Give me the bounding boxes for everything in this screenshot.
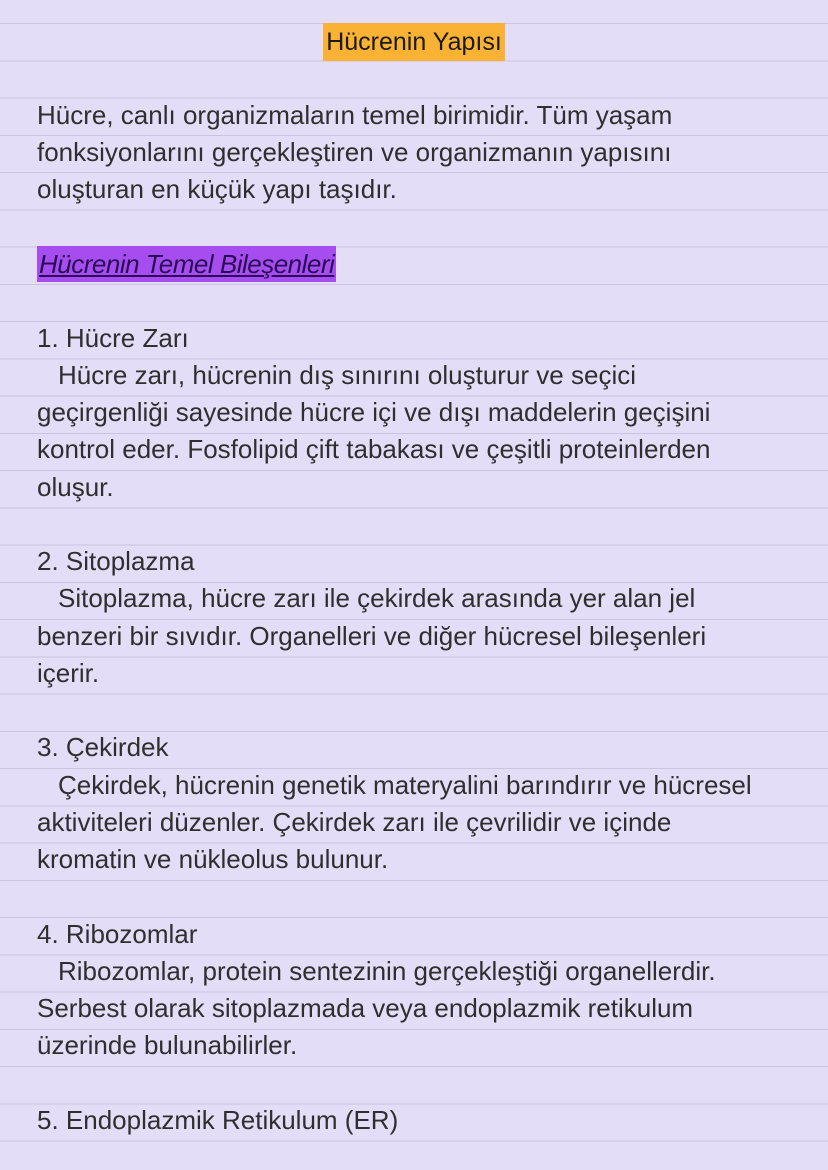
item-line: üzerinde bulunabilirler. bbox=[37, 1030, 298, 1060]
item-line: kromatin ve nükleolus bulunur. bbox=[37, 844, 389, 874]
item-line: oluşur. bbox=[37, 472, 114, 502]
item-line-text: Ribozomlar, protein sentezinin gerçekleştiği organellerdir. bbox=[58, 956, 716, 986]
item-line: kontrol eder. Fosfolipid çift tabakası ve çeşitli proteinlerden bbox=[37, 434, 711, 464]
item-line: içerir. bbox=[37, 658, 100, 688]
item-line bbox=[37, 357, 798, 394]
item-line bbox=[37, 767, 798, 804]
page-title: Hücrenin Yapısı bbox=[323, 23, 505, 61]
item-heading: 5. Endoplazmik Retikulum (ER) bbox=[37, 1105, 399, 1135]
intro-line: Hücre, canlı organizmaların temel birimidir. Tüm yaşam bbox=[37, 100, 673, 130]
item-line bbox=[37, 580, 798, 617]
item-heading: 1. Hücre Zarı bbox=[37, 323, 189, 353]
item-line: geçirgenliği sayesinde hücre içi ve dışı maddelerin geçişini bbox=[37, 397, 711, 427]
item-line bbox=[37, 953, 798, 990]
item-line-text: Sitoplazma, hücre zarı ile çekirdek arasında yer alan jel bbox=[58, 583, 696, 613]
item-line: benzeri bir sıvıdır. Organelleri ve diğer hücresel bileşenleri bbox=[37, 621, 707, 651]
item-line: aktiviteleri düzenler. Çekirdek zarı ile çevrilidir ve içinde bbox=[37, 807, 672, 837]
item-line-text: Çekirdek, hücrenin genetik materyalini barındırır ve hücresel bbox=[58, 770, 752, 800]
section-heading-row bbox=[37, 246, 798, 283]
item-heading: 3. Çekirdek bbox=[37, 732, 169, 762]
title-row bbox=[0, 23, 828, 61]
item-heading: 4. Ribozomlar bbox=[37, 919, 198, 949]
item-line-text: Hücre zarı, hücrenin dış sınırını oluşturur ve seçici bbox=[58, 360, 637, 390]
section-heading: Hücrenin Temel Bileşenleri bbox=[37, 246, 336, 282]
item-heading: 2. Sitoplazma bbox=[37, 546, 195, 576]
intro-line: fonksiyonlarını gerçekleştiren ve organizmanın yapısını bbox=[37, 137, 672, 167]
item-line: Serbest olarak sitoplazmada veya endoplazmik retikulum bbox=[37, 993, 694, 1023]
intro-line: oluşturan en küçük yapı taşıdır. bbox=[37, 174, 397, 204]
